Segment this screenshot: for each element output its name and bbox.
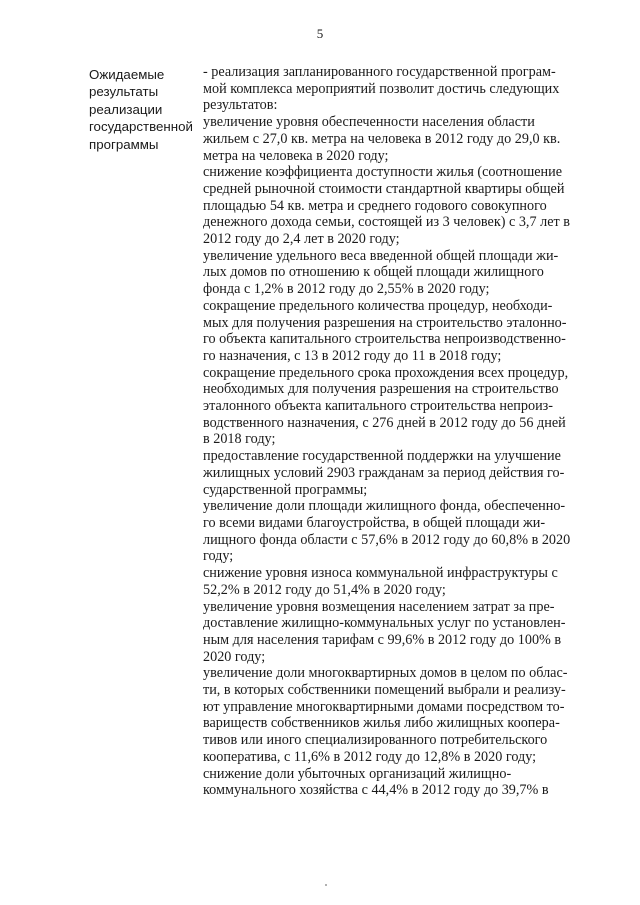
text-line: вариществ собственников жилья либо жилищных коопера- [203,715,560,732]
text-line: жилищных условий 2903 гражданам за период действия го- [203,464,565,481]
text-line: кооператива, с 11,6% в 2012 году до 12,8% в 2020 году; [203,748,537,765]
text-line: ным для населения тарифам с 99,6% в 2012 году до 100% в [203,631,562,648]
text-line: - реализация запланированного государственной програм- [203,64,556,80]
text-line: тивов или иного специализированного потребительского [203,732,548,749]
text-line: лищного фонда области с 57,6% в 2012 году до 60,8% в 2020 [203,531,571,548]
text-line: го объекта капитального строительства непроизводственно- [203,331,566,348]
text-line: мой комплекса мероприятий позволит достичь следующих [203,80,560,97]
text-line: жильем с 27,0 кв. метра на человека в 2012 году до 29,0 кв. [203,130,561,147]
text-line: сокращение предельного срока прохождения всех процедур, [203,364,569,381]
text-line: году; [203,548,234,565]
text-line: сударственной программы; [203,481,368,498]
text-line: увеличение доли многоквартирных домов в целом по облас- [203,665,568,682]
text-line: площадью 54 кв. метра и среднего годового совокупного [203,197,547,214]
text-line: коммунального хозяйства с 44,4% в 2012 году до 39,7% в [203,782,549,799]
text-line: необходимых для получения разрешения на строительство [203,381,559,398]
text-line: эталонного объекта капитального строительства непроиз- [203,398,554,415]
text-line: доставление жилищно-коммунальных услуг по установлен- [203,615,566,632]
text-line: предоставление государственной поддержки на улучшение [203,448,561,465]
scan-speck [325,884,327,886]
text-line: в 2018 году; [203,431,276,448]
section-label-line: реализации [89,101,163,117]
text-line: увеличение удельного веса введенной общей площади жи- [203,247,559,264]
text-line: фонда с 1,2% в 2012 году до 2,55% в 2020 году; [203,281,490,298]
text-line: ти, в которых собственники помещений выбрали и реализу- [203,682,566,699]
text-line: средней рыночной стоимости стандартной квартиры общей [203,180,565,197]
text-line: мых для получения разрешения на строительство эталонно- [203,314,567,331]
text-line: водственного назначения, с 276 дней в 2012 году до 56 дней [203,414,566,431]
section-label [89,66,199,153]
text-line: метра на человека в 2020 году; [203,147,389,164]
text-line: сокращение предельного количества процедур, необходи- [203,297,553,314]
page-number: 5 [316,26,324,41]
section-label-line: Ожидаемые [89,67,165,82]
section-label-line: государственной [89,119,193,135]
text-line: 2012 году до 2,4 лет в 2020 году; [203,231,400,248]
text-line: го назначения, с 13 в 2012 году до 11 в 2018 году; [203,347,502,364]
text-line: 2020 году; [203,648,266,665]
text-line: результатов: [203,97,278,114]
text-line: ют управление многоквартирными домами посредством то- [203,698,565,715]
section-label-line: программы [89,136,159,152]
text-line: увеличение доли площади жилищного фонда, обеспеченно- [203,498,566,515]
text-line: го всеми видами благоустройства, в общей площади жи- [203,514,546,531]
text-line: лых домов по отношению к общей площади жилищного [203,264,544,281]
text-line: 52,2% в 2012 году до 51,4% в 2020 году; [203,581,446,598]
text-line: снижение коэффициента доступности жилья (соотношение [203,164,563,181]
text-line: увеличение уровня возмещения населением затрат за пре- [203,598,555,615]
section-label-line: результаты [89,84,159,100]
text-line: снижение доли убыточных организаций жилищно- [203,765,512,782]
text-line: увеличение уровня обеспеченности населения области [203,114,535,131]
text-line: денежного дохода семьи, состоящей из 3 человек) с 3,7 лет в [203,214,570,231]
text-line: снижение уровня износа коммунальной инфраструктуры с [203,565,558,582]
results-text [203,64,613,799]
